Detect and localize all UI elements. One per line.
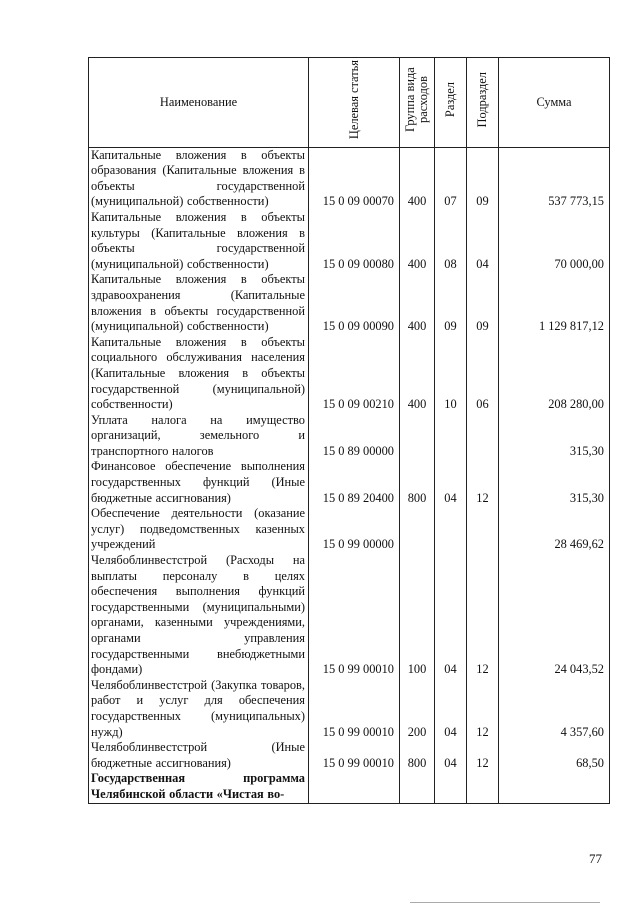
cell-target-code: 15 0 09 00210: [309, 335, 400, 413]
cell-name: Государственная программа Челябинской области «Чистая во-: [89, 771, 309, 803]
table-row: [89, 335, 610, 413]
cell-group: [400, 413, 435, 460]
cell-group: [400, 506, 435, 553]
cell-sum: 208 280,00: [499, 335, 610, 413]
header-group: Группа вида расходов: [400, 58, 435, 148]
cell-sum: 315,30: [499, 459, 610, 506]
cell-group: 100: [400, 553, 435, 678]
cell-name: Капитальные вложения в объекты социального обслуживания населения (Капитальные вложения в объекты государственной (муниципальной) собственности): [89, 335, 309, 413]
cell-sum: 1 129 817,12: [499, 272, 610, 334]
cell-group: [400, 771, 435, 803]
cell-subsection: 12: [467, 678, 499, 740]
table-body: [89, 147, 610, 803]
cell-subsection: 09: [467, 272, 499, 334]
cell-sum: 28 469,62: [499, 506, 610, 553]
cell-sum: 68,50: [499, 740, 610, 771]
table-row: [89, 272, 610, 334]
cell-section: 04: [435, 459, 467, 506]
cell-section: 10: [435, 335, 467, 413]
cell-target-code: 15 0 99 00010: [309, 740, 400, 771]
cell-name: Финансовое обеспечение выполнения государственных функций (Иные бюджетные ассигнования): [89, 459, 309, 506]
table-row: [89, 147, 610, 210]
cell-name: Уплата налога на имущество организаций, земельного и транспортного налогов: [89, 413, 309, 460]
table-row: [89, 506, 610, 553]
cell-group: 400: [400, 147, 435, 210]
cell-target-code: 15 0 09 00090: [309, 272, 400, 334]
cell-name: Капитальные вложения в объекты здравоохранения (Капитальные вложения в объекты государственной (муниципальной) собственности): [89, 272, 309, 334]
cell-group: 400: [400, 335, 435, 413]
cell-sum: [499, 771, 610, 803]
table-row: [89, 553, 610, 678]
cell-sum: 24 043,52: [499, 553, 610, 678]
cell-group: 800: [400, 740, 435, 771]
table-row: [89, 740, 610, 771]
cell-section: 08: [435, 210, 467, 272]
cell-sum: 70 000,00: [499, 210, 610, 272]
cell-section: [435, 506, 467, 553]
cell-name: Челябоблинвестстрой (Расходы на выплаты персоналу в целях обеспечения выполнения функций государственными (муниципальными) органами, казенными учреждениями, органами управления государственными внебюджетными фондами): [89, 553, 309, 678]
header-section: Раздел: [435, 58, 467, 148]
header-name: Наименование: [89, 58, 309, 148]
header-subsection: Подраздел: [467, 58, 499, 148]
cell-target-code: 15 0 09 00070: [309, 147, 400, 210]
cell-section: 07: [435, 147, 467, 210]
cell-group: 800: [400, 459, 435, 506]
cell-section: [435, 771, 467, 803]
cell-target-code: 15 0 09 00080: [309, 210, 400, 272]
cell-subsection: [467, 506, 499, 553]
table-header-row: [89, 58, 610, 148]
header-sum: Сумма: [499, 58, 610, 148]
cell-group: 400: [400, 272, 435, 334]
cell-name: Капитальные вложения в объекты образования (Капитальные вложения в объекты государственной (муниципальной) собственности): [89, 147, 309, 210]
cell-sum: 537 773,15: [499, 147, 610, 210]
cell-subsection: [467, 771, 499, 803]
cell-name: Челябоблинвестстрой (Закупка товаров, работ и услуг для обеспечения государственных (муниципальных) нужд): [89, 678, 309, 740]
cell-section: 04: [435, 740, 467, 771]
cell-subsection: 12: [467, 740, 499, 771]
cell-target-code: [309, 771, 400, 803]
cell-group: 400: [400, 210, 435, 272]
table-row: [89, 771, 610, 803]
cell-target-code: 15 0 99 00010: [309, 678, 400, 740]
cell-target-code: 15 0 99 00000: [309, 506, 400, 553]
table-row: [89, 413, 610, 460]
cell-section: 04: [435, 678, 467, 740]
cell-name: Капитальные вложения в объекты культуры (Капитальные вложения в объекты государственной (муниципальной) собственности): [89, 210, 309, 272]
cell-target-code: 15 0 89 00000: [309, 413, 400, 460]
cell-target-code: 15 0 99 00010: [309, 553, 400, 678]
header-target: Целевая статья: [309, 58, 400, 148]
budget-table: [88, 57, 610, 804]
cell-subsection: 12: [467, 459, 499, 506]
cell-section: 04: [435, 553, 467, 678]
cell-sum: 4 357,60: [499, 678, 610, 740]
table-row: [89, 678, 610, 740]
cell-name: Челябоблинвестстрой (Иные бюджетные ассигнования): [89, 740, 309, 771]
cell-target-code: 15 0 89 20400: [309, 459, 400, 506]
cell-subsection: 04: [467, 210, 499, 272]
cell-subsection: 06: [467, 335, 499, 413]
cell-name: Обеспечение деятельности (оказание услуг) подведомственных казенных учреждений: [89, 506, 309, 553]
cell-sum: 315,30: [499, 413, 610, 460]
cell-section: 09: [435, 272, 467, 334]
cell-subsection: 12: [467, 553, 499, 678]
page-number: 77: [589, 851, 602, 866]
scan-edge-line: [410, 902, 600, 903]
cell-subsection: 09: [467, 147, 499, 210]
table-row: [89, 210, 610, 272]
cell-group: 200: [400, 678, 435, 740]
table-row: [89, 459, 610, 506]
cell-subsection: [467, 413, 499, 460]
cell-section: [435, 413, 467, 460]
